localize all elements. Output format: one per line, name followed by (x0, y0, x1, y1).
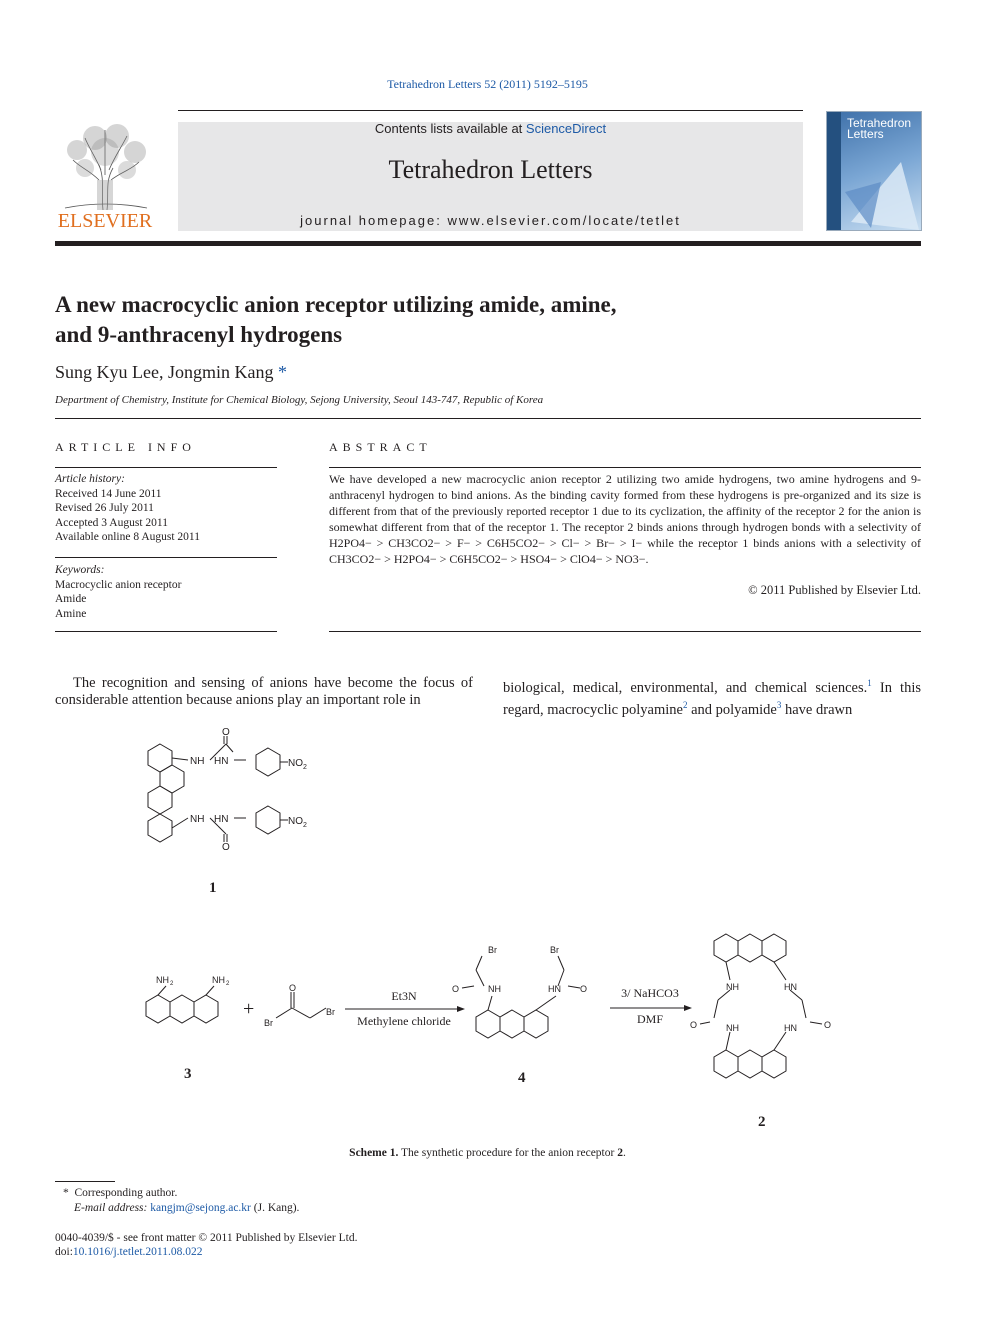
abstract-text: We have developed a new macrocyclic anion receptor 2 utilizing two amide hydrogens, two amine hydrogens and 9-anthracenyl hydrogen to bind anions. As the binding cavity formed from these hydrogens is pre-organized and its size is different from that of the previously reported receptor 1 due to its cyclization, the affinity of the receptor 2 for the anion is somewhat different from that of the receptor 1. The receptor 2 binds anions through hydrogen bonds with a selectivity of H2PO4− > CH3CO2− > F− > C6H5CO2− > Cl− > Br− > I− while the receptor 1 binds anions with a selectivity of CH3CO2− > H2PO4− > C6H5CO2− > HSO4− > ClO4− > NO3−. (329, 472, 921, 566)
svg-text:O: O (289, 983, 297, 993)
journal-cover-image[interactable] (826, 111, 922, 231)
keywords-block: Keywords: Macrocyclic anion receptor Amide Amine (55, 564, 182, 620)
svg-text:Br: Br (488, 945, 497, 955)
structure-1-diagram (138, 722, 328, 857)
intro-paragraph-right: biological, medical, environmental, and chemical sciences.$^1$ In this regard, macrocyclic polyamine$^2$ and polyamide$^3$ have drawn (503, 678, 921, 718)
reference-3[interactable]: 3 (776, 699, 782, 710)
contents-prefix: Contents lists available at (374, 121, 526, 136)
reference-1[interactable]: 1 (867, 678, 872, 688)
reagent-1-top: Et3N (391, 989, 417, 1003)
compound-label-2: 2 (758, 1114, 766, 1130)
cover-title: Tetrahedron Letters (847, 116, 912, 141)
affiliation: Department of Chemistry, Institute for Chemical Biology, Sejong University, Seoul 143-747, Republic of Korea (55, 394, 544, 406)
compound-label-1: 1 (209, 880, 217, 896)
svg-text:2: 2 (303, 822, 307, 829)
svg-text:HN: HN (214, 756, 229, 767)
reagent-2-bottom: DMF (636, 1012, 663, 1026)
article-info-rule (55, 467, 277, 468)
elsevier-wordmark[interactable]: ELSEVIER (57, 210, 153, 232)
svg-text:HN: HN (214, 814, 229, 825)
reagent-2-top: 3/ NaHCO3 (621, 986, 679, 1000)
plus-sign: + (243, 998, 255, 1020)
svg-text:Br: Br (550, 945, 559, 955)
scheme-label: Scheme 1. (349, 1147, 399, 1159)
svg-text:2: 2 (226, 981, 230, 987)
svg-text:Br: Br (264, 1018, 273, 1028)
email-link[interactable]: kangjm@sejong.ac.kr (150, 1202, 251, 1214)
svg-text:NH: NH (212, 975, 225, 985)
svg-text:NH: NH (156, 975, 169, 985)
corresponding-author-mark[interactable]: * (277, 362, 287, 382)
structure-3-diagram (140, 970, 240, 1035)
article-info-heading: ARTICLE INFO (55, 440, 196, 454)
article-title: A new macrocyclic anion receptor utilizing amide, amine, and 9-anthracenyl hydrogens (55, 292, 617, 347)
svg-text:O: O (452, 984, 460, 994)
svg-text:O: O (690, 1020, 698, 1030)
footnote: * Corresponding author. E-mail address: kangjm@sejong.ac.kr (J. Kang). (63, 1187, 300, 1214)
svg-text:NH: NH (726, 982, 739, 992)
abstract-bottom-rule (329, 631, 921, 632)
intro-paragraph-left: The recognition and sensing of anions have become the focus of considerable attention because anions play an important role in (55, 675, 473, 708)
cover-strip (827, 112, 841, 231)
structure-2-diagram (690, 928, 840, 1088)
abstract-rule (329, 467, 921, 468)
abstract-heading: ABSTRACT (329, 440, 432, 454)
svg-text:NO: NO (288, 758, 303, 769)
article-info-bottom-rule (55, 631, 277, 632)
svg-text:O: O (222, 727, 230, 738)
footnote-rule (55, 1181, 115, 1182)
svg-text:NO: NO (288, 816, 303, 827)
header-rule (178, 110, 803, 111)
sciencedirect-link[interactable]: ScienceDirect (525, 121, 607, 136)
svg-text:O: O (824, 1020, 832, 1030)
publisher-info: 0040-4039/$ - see front matter © 2011 Published by Elsevier Ltd. doi:10.1016/j.tetlet.2011.08.022 (55, 1232, 358, 1258)
svg-text:2: 2 (170, 981, 174, 987)
svg-text:NH: NH (190, 756, 205, 767)
scheme-caption: Scheme 1. The synthetic procedure for the anion receptor 2. (349, 1147, 626, 1159)
abstract-copyright: © 2011 Published by Elsevier Ltd. (748, 583, 921, 597)
svg-text:O: O (580, 984, 588, 994)
svg-text:O: O (222, 842, 230, 853)
reaction-arrow-1 (345, 1004, 465, 1014)
structure-4-diagram (448, 940, 588, 1055)
svg-text:NH: NH (190, 814, 205, 825)
header-thick-rule (55, 241, 921, 246)
svg-text:HN: HN (784, 1023, 797, 1033)
svg-text:2: 2 (303, 764, 307, 771)
svg-text:HN: HN (548, 984, 561, 994)
author-list: Sung Kyu Lee, Jongmin Kang * (55, 362, 287, 382)
reference-2[interactable]: 2 (682, 699, 688, 710)
svg-text:NH: NH (726, 1023, 739, 1033)
doi-link[interactable]: 10.1016/j.tetlet.2011.08.022 (72, 1246, 203, 1258)
journal-name: Tetrahedron Letters (388, 155, 593, 184)
cover-triangle-art (841, 152, 922, 231)
reagent-1-bottom: Methylene chloride (357, 1014, 451, 1028)
svg-text:HN: HN (784, 982, 797, 992)
footnote-mark: * (63, 1187, 69, 1199)
journal-reference[interactable]: Tetrahedron Letters 52 (2011) 5192–5195 (387, 77, 588, 91)
svg-text:Br: Br (326, 1007, 335, 1017)
title-rule (55, 418, 921, 419)
article-history: Article history: Received 14 June 2011 Revised 26 July 2011 Accepted 3 August 2011 Available online 8 August 2011 (55, 473, 201, 543)
compound-label-3: 3 (184, 1066, 192, 1082)
keywords-rule (55, 557, 277, 558)
svg-text:NH: NH (488, 984, 501, 994)
compound-label-4: 4 (518, 1070, 526, 1086)
journal-homepage[interactable]: journal homepage: www.elsevier.com/locate/tetlet (300, 213, 681, 228)
bromoacetyl-bromide-diagram (262, 982, 342, 1032)
contents-line (178, 121, 803, 136)
